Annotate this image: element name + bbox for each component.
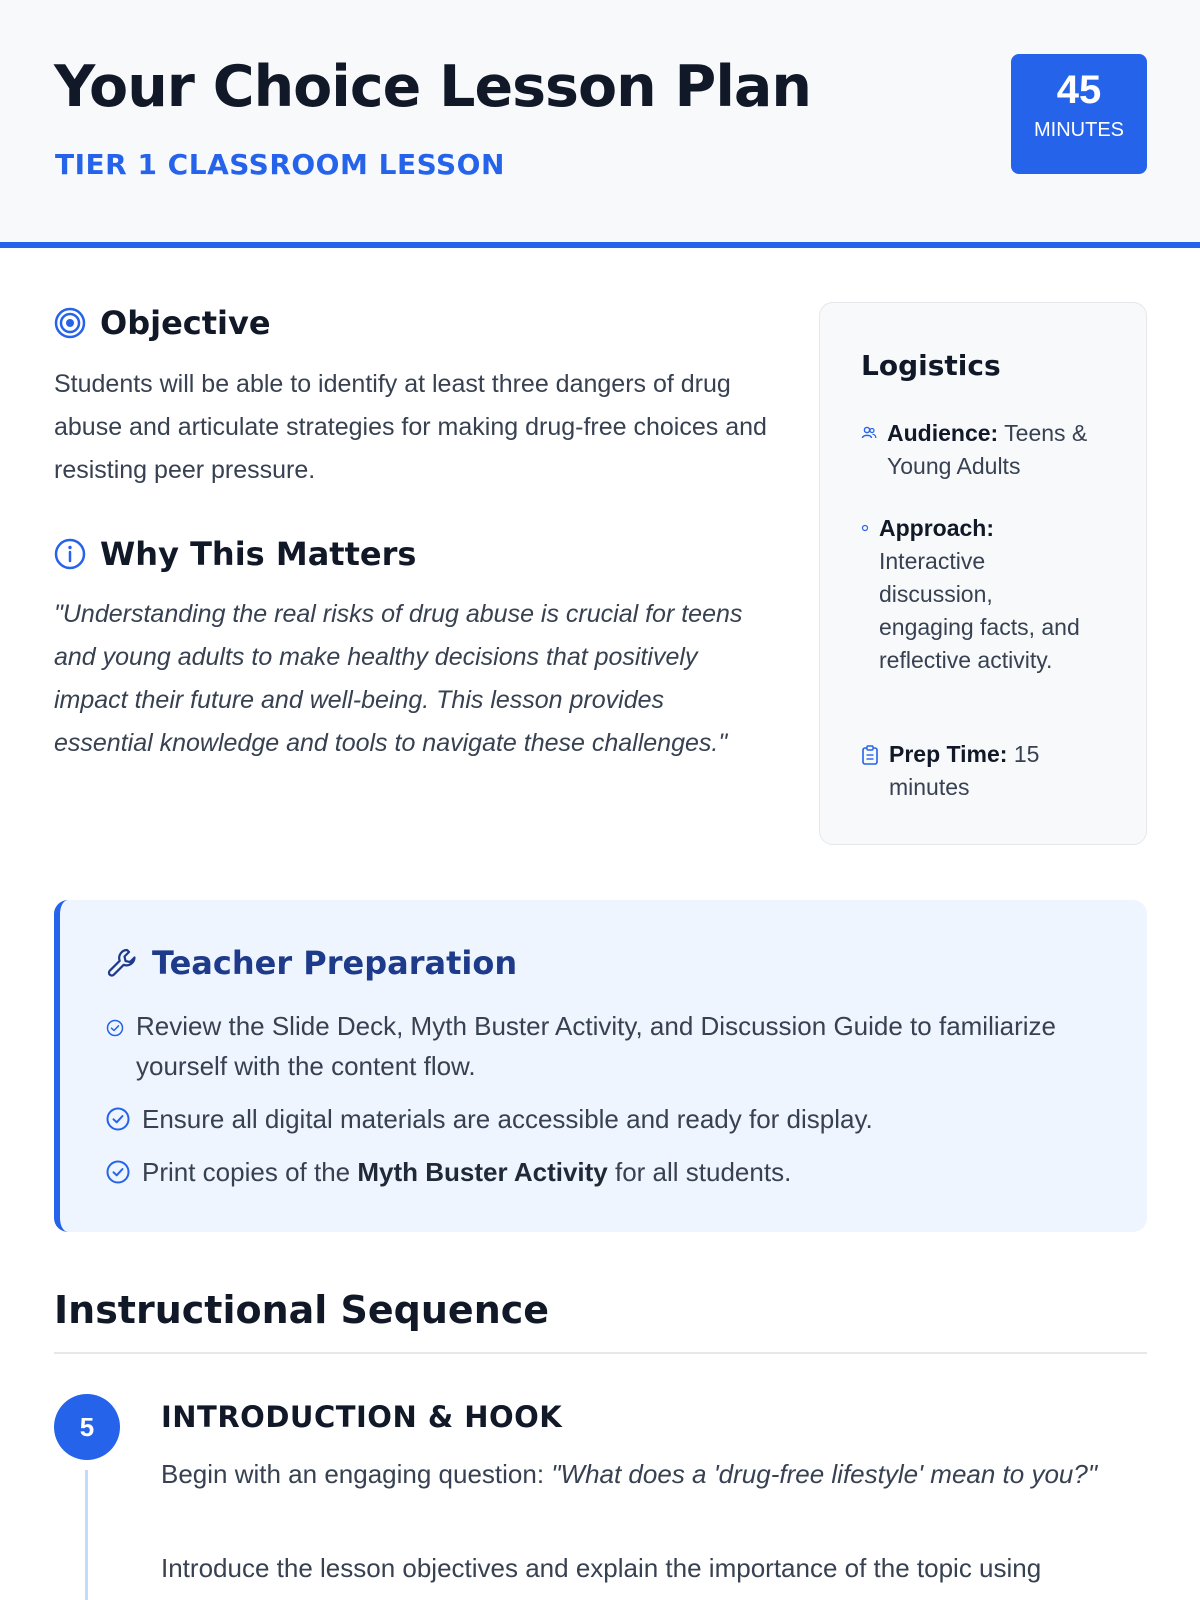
teacher-preparation-title: Teacher Preparation [152,944,518,982]
step-paragraph-2: Introduce the lesson objectives and explain the importance of the topic using [161,1553,1042,1583]
page-subtitle: TIER 1 CLASSROOM LESSON [55,148,505,181]
logistics-approach [861,512,1091,677]
prep-item [106,1099,1106,1139]
logistics-prep-time [861,738,1111,804]
audience-label: Audience: [887,420,999,446]
approach-value: Interactive discussion, engaging facts, and reflective activity. [879,548,1080,673]
section-divider [54,1352,1147,1354]
check-circle-icon [106,1019,124,1037]
step-paragraph [161,1454,1131,1494]
logistics-audience [861,417,1111,483]
wrench-icon [106,947,138,979]
why-quote: "Understanding the real risks of drug abuse is crucial for teens and young adults to make healthy decisions that positively impact their future and well-being. This lesson provides essential knowledge and tools to navigate these challenges." [54,600,743,757]
instructional-sequence-heading: Instructional Sequence [54,1288,550,1332]
audience-value: Teens & Young Adults [887,420,1088,479]
approach-label: Approach: [879,515,994,541]
prep-time-value: 15 minutes [889,741,1040,800]
duration-badge [1011,54,1147,174]
objective-heading [54,304,271,342]
teacher-preparation-heading [106,944,517,982]
myth-buster-activity-link: Myth Buster Activity [357,1157,608,1187]
step-title: INTRODUCTION & HOOK [161,1400,563,1434]
timeline-line [85,1470,88,1600]
info-icon [54,538,86,570]
target-icon [54,307,86,339]
check-circle-icon [106,1160,130,1184]
step-duration-badge: 5 [54,1394,120,1460]
lesson-header [0,0,1200,248]
step-paragraph-text: Begin with an engaging question: [161,1459,552,1489]
why-heading [54,535,416,573]
dot-icon [861,524,869,532]
page-title: Your Choice Lesson Plan [54,54,811,120]
duration-label: MINUTES [1034,119,1124,141]
objective-text: Students will be able to identify at least three dangers of drug abuse and articulate strategies for making drug-free choices and resisting peer pressure. [54,370,767,484]
users-icon [861,425,877,441]
check-circle-icon [106,1107,130,1131]
objective-heading-label: Objective [100,304,271,342]
prep-item-text: Review the Slide Deck, Myth Buster Activity, and Discussion Guide to familiarize yourself with the content flow. [136,1011,1056,1081]
prep-item [106,1152,1106,1192]
prep-item-text: Print copies of the [142,1157,358,1187]
step-question-quote: "What does a 'drug-free lifestyle' mean to you?" [551,1459,1098,1489]
prep-time-label: Prep Time: [889,741,1008,767]
prep-item-text-end: for all students. [607,1157,792,1187]
clipboard-icon [861,745,879,765]
teacher-preparation-box [54,900,1147,1232]
prep-item-text: Ensure all digital materials are accessible and ready for display. [142,1104,873,1134]
why-heading-label: Why This Matters [100,535,417,573]
logistics-title: Logistics [861,349,1001,382]
duration-value: 45 [1056,68,1102,112]
logistics-card [819,302,1147,845]
prep-item [106,1006,1106,1086]
